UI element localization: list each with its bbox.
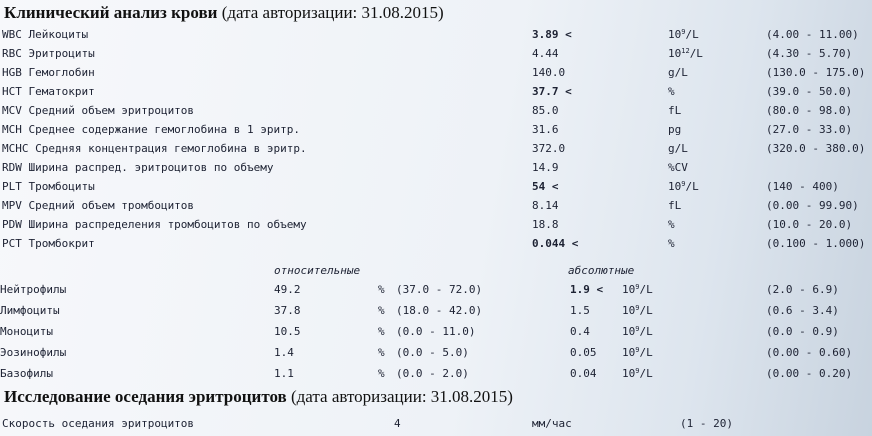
- unit-base: %: [668, 218, 675, 231]
- cell-type-name: Нейтрофилы: [0, 283, 67, 296]
- reference-range: (4.30 - 5.70): [766, 47, 853, 60]
- cell-type-name: Моноциты: [0, 325, 53, 338]
- relative-range: (0.0 - 11.0): [396, 325, 476, 338]
- unit-base: 10: [622, 325, 636, 338]
- unit: [622, 283, 653, 297]
- unit: [668, 237, 675, 251]
- reference-range: (130.0 - 175.0): [766, 66, 866, 79]
- cell-type-name: Лимфоциты: [0, 304, 60, 317]
- test-name: WBC Лейкоциты: [2, 28, 89, 41]
- unit: [668, 28, 699, 42]
- unit-exponent: 9: [635, 325, 640, 333]
- section-title-cbc-date: (дата авторизации: 31.08.2015): [217, 3, 444, 22]
- test-value: 31.6: [532, 123, 559, 136]
- test-value: 372.0: [532, 142, 566, 155]
- relative-unit: %: [378, 367, 385, 380]
- section-title-esr: [4, 387, 513, 407]
- test-value: 37.7 <: [532, 85, 572, 98]
- test-name: MCHC Средняя концентрация гемоглобина в эритр.: [2, 142, 307, 155]
- absolute-value: 0.4: [570, 325, 590, 338]
- reference-range: (140 - 400): [766, 180, 839, 193]
- test-name: RBC Эритроциты: [2, 47, 95, 60]
- absolute-value: 1.9 <: [570, 283, 604, 296]
- unit-exponent: 9: [681, 28, 686, 36]
- cell-type-name: Базофилы: [0, 367, 53, 380]
- reference-range: (80.0 - 98.0): [766, 104, 853, 117]
- test-value: 0.044 <: [532, 237, 579, 250]
- reference-range: (0.00 - 99.90): [766, 199, 859, 212]
- unit-base: %CV: [668, 161, 688, 174]
- unit-base: g/L: [668, 142, 688, 155]
- absolute-range: (0.0 - 0.9): [766, 325, 839, 338]
- section-title-esr-bold: Исследование оседания эритроцитов: [4, 387, 287, 406]
- unit-exponent: 12: [681, 47, 690, 55]
- unit-base: 10: [668, 47, 682, 60]
- test-name: MPV Средний объем тромбоцитов: [2, 199, 195, 212]
- unit-tail: /L: [639, 346, 653, 359]
- absolute-value: 1.5: [570, 304, 590, 317]
- absolute-range: (0.00 - 0.20): [766, 367, 853, 380]
- relative-value: 49.2: [274, 283, 301, 296]
- unit-tail: /L: [685, 28, 699, 41]
- unit-exponent: 9: [635, 346, 640, 354]
- absolute-range: (2.0 - 6.9): [766, 283, 839, 296]
- unit: [622, 367, 653, 381]
- test-name: HCT Гематокрит: [2, 85, 95, 98]
- unit: [668, 180, 699, 194]
- reference-range: (320.0 - 380.0): [766, 142, 866, 155]
- test-name: PLT Тромбоциты: [2, 180, 95, 193]
- section-title-esr-date: (дата авторизации: 31.08.2015): [286, 387, 513, 406]
- unit-exponent: 9: [635, 304, 640, 312]
- relative-value: 37.8: [274, 304, 301, 317]
- reference-range: (27.0 - 33.0): [766, 123, 853, 136]
- unit-base: 10: [622, 304, 636, 317]
- unit: [668, 66, 688, 80]
- test-value: 54 <: [532, 180, 559, 193]
- unit: [622, 304, 653, 318]
- unit-base: 10: [668, 28, 682, 41]
- test-name: MCV Средний объем эритроцитов: [2, 104, 195, 117]
- unit-base: g/L: [668, 66, 688, 79]
- reference-range: (39.0 - 50.0): [766, 85, 853, 98]
- relative-value: 1.4: [274, 346, 294, 359]
- unit: [622, 325, 653, 339]
- test-name: PDW Ширина распределения тромбоцитов по объему: [2, 218, 307, 231]
- unit-tail: /L: [689, 47, 703, 60]
- unit: [668, 123, 681, 137]
- relative-range: (0.0 - 5.0): [396, 346, 469, 359]
- unit-base: %: [668, 237, 675, 250]
- unit: [668, 218, 675, 232]
- test-value: 4.44: [532, 47, 559, 60]
- section-title-cbc: [4, 3, 444, 23]
- cell-type-name: Эозинофилы: [0, 346, 67, 359]
- relative-value: 1.1: [274, 367, 294, 380]
- esr-value: 4: [394, 417, 401, 430]
- test-name: MCH Среднее содержание гемоглобина в 1 эритр.: [2, 123, 301, 136]
- unit-base: 10: [622, 367, 636, 380]
- absolute-range: (0.6 - 3.4): [766, 304, 839, 317]
- reference-range: (10.0 - 20.0): [766, 218, 853, 231]
- relative-unit: %: [378, 283, 385, 296]
- test-value: 140.0: [532, 66, 566, 79]
- test-value: 85.0: [532, 104, 559, 117]
- subheader-absolute: абсолютные: [568, 264, 635, 277]
- reference-range: (4.00 - 11.00): [766, 28, 859, 41]
- test-value: 14.9: [532, 161, 559, 174]
- unit-exponent: 9: [635, 367, 640, 375]
- relative-unit: %: [378, 304, 385, 317]
- unit-exponent: 9: [635, 283, 640, 291]
- unit-base: 10: [622, 346, 636, 359]
- relative-unit: %: [378, 346, 385, 359]
- unit-base: %: [668, 85, 675, 98]
- relative-range: (18.0 - 42.0): [396, 304, 483, 317]
- absolute-value: 0.04: [570, 367, 597, 380]
- test-name: PCT Тромбокрит: [2, 237, 95, 250]
- relative-value: 10.5: [274, 325, 301, 338]
- test-value: 3.89 <: [532, 28, 572, 41]
- esr-unit: мм/час: [532, 417, 572, 430]
- absolute-range: (0.00 - 0.60): [766, 346, 853, 359]
- unit-base: 10: [668, 180, 682, 193]
- unit: [668, 104, 681, 118]
- test-name: RDW Ширина распред. эритроцитов по объему: [2, 161, 274, 174]
- reference-range: (0.100 - 1.000): [766, 237, 866, 250]
- unit-base: fL: [668, 199, 682, 212]
- unit-tail: /L: [685, 180, 699, 193]
- relative-range: (37.0 - 72.0): [396, 283, 483, 296]
- unit-base: pg: [668, 123, 682, 136]
- unit: [668, 142, 688, 156]
- test-name: HGB Гемоглобин: [2, 66, 95, 79]
- subheader-relative: относительные: [274, 264, 361, 277]
- esr-name: Скорость оседания эритроцитов: [2, 417, 195, 430]
- unit-tail: /L: [639, 304, 653, 317]
- unit-base: 10: [622, 283, 636, 296]
- absolute-value: 0.05: [570, 346, 597, 359]
- unit-exponent: 9: [681, 180, 686, 188]
- unit-tail: /L: [639, 283, 653, 296]
- unit: [668, 47, 703, 61]
- unit: [668, 199, 681, 213]
- unit: [622, 346, 653, 360]
- unit-tail: /L: [639, 325, 653, 338]
- relative-range: (0.0 - 2.0): [396, 367, 469, 380]
- test-value: 18.8: [532, 218, 559, 231]
- esr-range: (1 - 20): [680, 417, 733, 430]
- section-title-cbc-bold: Клинический анализ крови: [4, 3, 218, 22]
- unit-tail: /L: [639, 367, 653, 380]
- unit: [668, 85, 675, 99]
- relative-unit: %: [378, 325, 385, 338]
- test-value: 8.14: [532, 199, 559, 212]
- unit: [668, 161, 688, 175]
- unit-base: fL: [668, 104, 682, 117]
